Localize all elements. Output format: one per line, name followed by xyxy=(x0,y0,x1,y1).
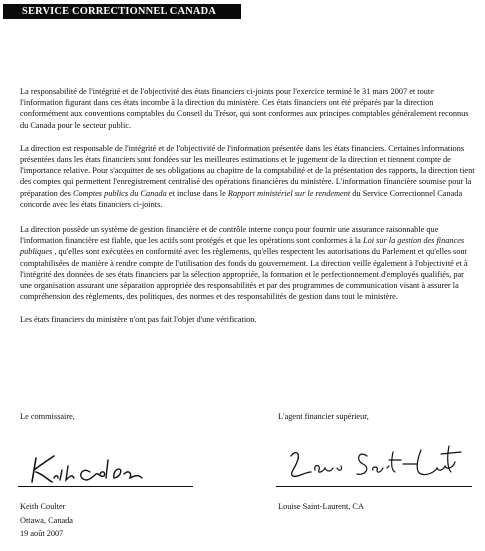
signing-place: Ottawa, Canada xyxy=(20,515,73,525)
paragraph-integrity xyxy=(20,143,475,210)
paragraph-integrity-text-b: et incluse dans le xyxy=(166,188,228,198)
commissioner-name: Keith Coulter xyxy=(20,502,66,511)
paragraph-internal-control xyxy=(20,224,475,302)
cfo-role-label: L'agent financier supérieur, xyxy=(278,412,369,421)
statement-body xyxy=(20,86,475,338)
signing-date: 19 août 2007 xyxy=(20,529,64,538)
paragraph-audit-note: Les états financiers du ministère n'ont pas fait l'objet d'une vérification. xyxy=(20,315,257,325)
commissioner-signature xyxy=(28,448,158,488)
public-accounts-title: Comptes publics du Canada xyxy=(73,188,167,198)
performance-report-title: Rapport ministériel sur le rendement xyxy=(227,188,351,198)
commissioner-role-label: Le commissaire, xyxy=(20,412,75,421)
commissioner-signature-block xyxy=(20,500,73,541)
cfo-signature-line xyxy=(276,486,472,487)
paragraph-internal-control-text-a: La direction possède un système de gestion financière et de contrôle interne conçu pour fournir une assurance raisonnable que l'information financière est fiable, que les actifs sont protégés et que les opérations sont conformes à la xyxy=(20,225,439,246)
financial-administration-act-title: Loi sur la gestion des finances publiques xyxy=(20,236,465,257)
paragraph-internal-control-text-b: , qu'elles sont exécutées en conformité avec les règlements, qu'elles respectent les autorisations du Parlement et qu'elles sont comptabilisées de manière à rendre compte de l'utilisation des fonds du gouvernement. La direction veille également à l'objectivité et à l'intégrité des données de ses états financiers par la sélection appropriée, la formation et le perfectionnement d'employés qualifiés, par une organisation assurant une séparation appropriée des responsabilités et par des programmes de communication visant à assurer la compréhension des règlements, des politiques, des normes et des responsabilités de gestion dans tout le ministère. xyxy=(20,247,468,302)
cfo-name: Louise Saint-Laurent, CA xyxy=(278,502,364,511)
paragraph-integrity-text-c: du Service Correctionnel Canada concorde avec les états financiers ci-joints. xyxy=(20,188,463,209)
paragraph-integrity-text-a: La direction est responsable de l'intégrité et de l'objectivité de l'information présentée dans les états financiers. Certaines informations présentées dans les états financiers sont fondées sur les meilleures estimations et le jugement de la direction et tiennent compte de l'importance relative. Pour s'acquitter de ses obligations au chapitre de la comptabilité et de la présentation des rapports, la direction tient des comptes qui permettent l'enregistrement centralisé des opérations financières du ministère. L'information financière soumise pour la préparation des xyxy=(20,143,475,198)
header-banner: SERVICE CORRECTIONNEL CANADA xyxy=(3,4,241,19)
paragraph-responsibility: La responsabilité de l'intégrité et de l'objectivité des états financiers ci-joints pour l'exercice terminé le 31 mars 2007 et toute l'information figurant dans ces états incombe à la direction du ministère. Ces états financiers ont été préparés par la direction conformément aux conventions comptables du Conseil du Trésor, qui sont conformes aux principes comptables généralement reconnus du Canada pour le secteur public. xyxy=(20,87,469,130)
cfo-signature-block xyxy=(278,500,364,514)
cfo-signature xyxy=(285,438,470,486)
commissioner-signature-line xyxy=(18,486,193,487)
